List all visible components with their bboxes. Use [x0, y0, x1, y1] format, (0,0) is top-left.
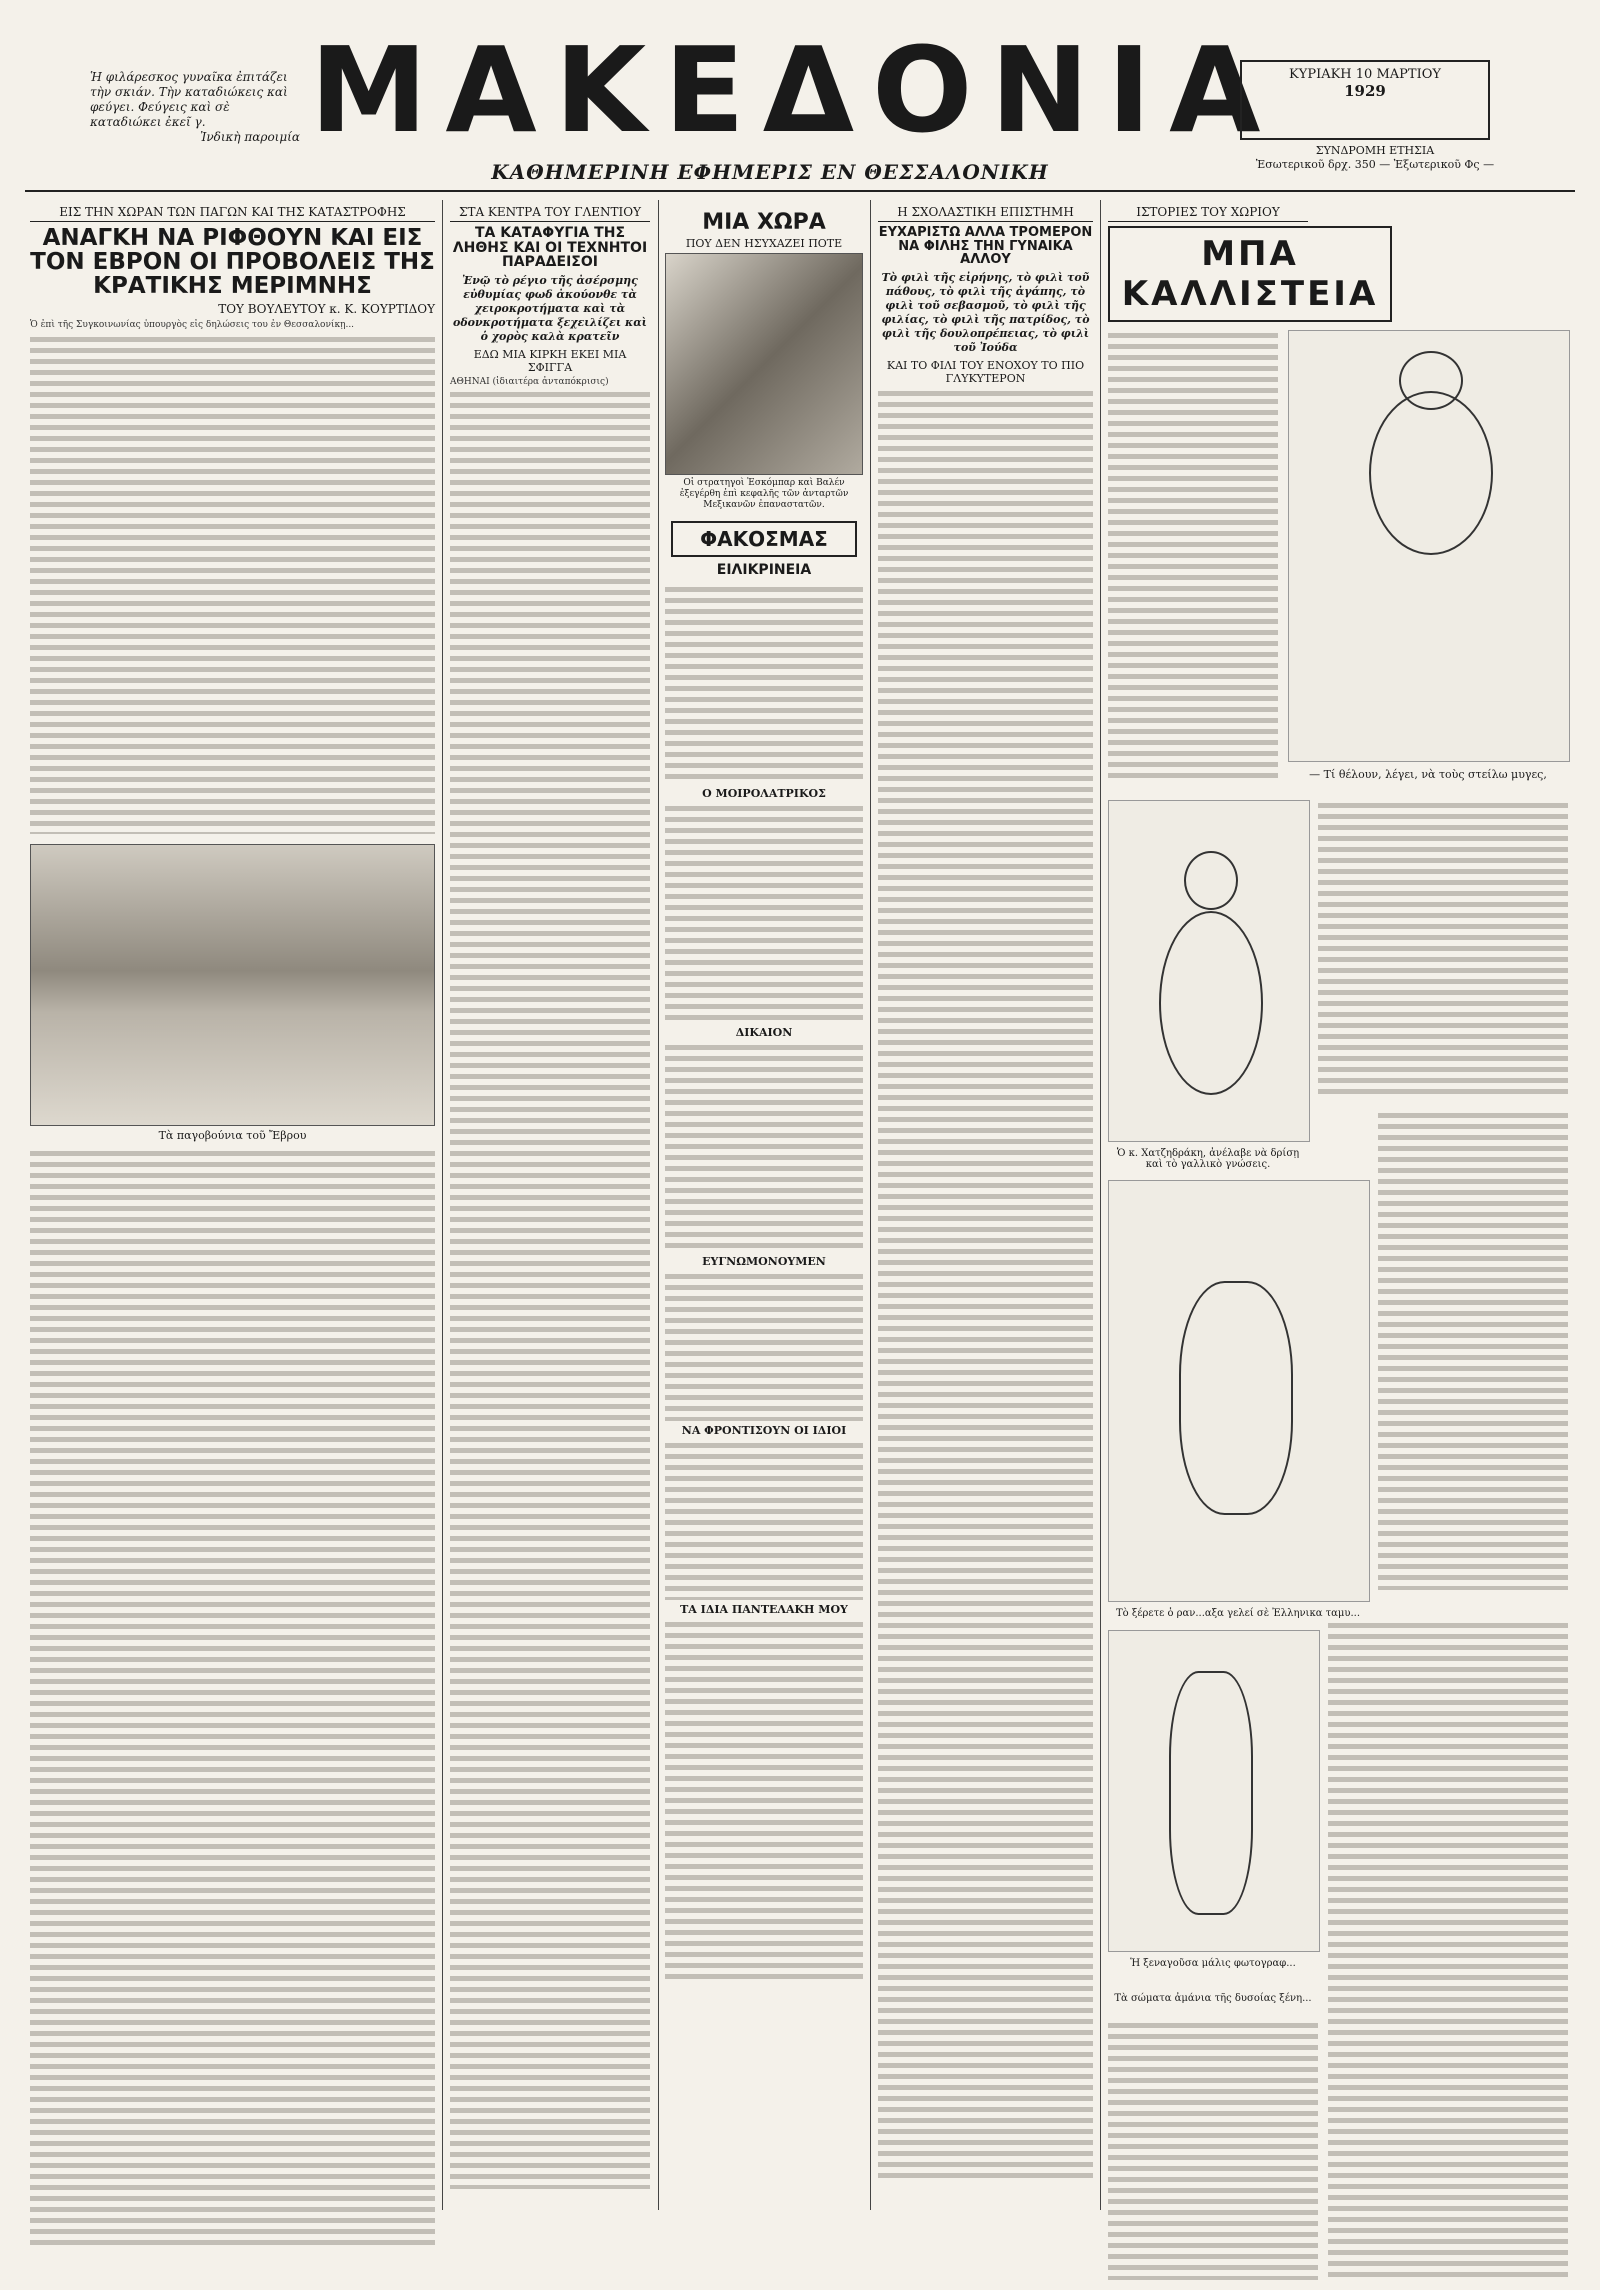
evros-ice-photo — [30, 844, 435, 1126]
cartoon-figure-icon — [1179, 1281, 1293, 1515]
article-kiss — [878, 205, 1093, 2178]
cartoon-man-with-rooster — [1108, 1180, 1370, 1602]
subscription-info — [1230, 144, 1520, 172]
column-subsection: ΕΥΓΝΩΜΟΝΟΥΜΕΝ — [702, 1254, 826, 1268]
article-kicker: ΙΣΤΟΡΙΕΣ ΤΟΥ ΧΩΡΙΟΥ — [1108, 205, 1308, 222]
cartoon-dress-icon — [1159, 911, 1263, 1095]
article-subhead: Ἐνῷ τὸ ρέγιο τῆς ἀσέρσμης εὐθυμίας φωδ ἀκούονθε τὰ χειροκροτήματα καὶ τὰ οδονκροτήματα ξεχειλίζει καὶ ὁ χορὸς καλὰ κρατεῖν — [452, 274, 648, 344]
column-divider — [870, 200, 871, 2210]
year: 1929 — [1344, 82, 1386, 100]
article-deck: ΚΑΙ ΤΟ ΦΙΛΙ ΤΟΥ ΕΝΟΧΟΥ ΤΟ ΠΙΟ ΓΛΥΚΥΤΕΡΟΝ — [886, 358, 1085, 385]
column-subsection: Ο ΜΟΙΡΟΛΑΤΡΙΚΟΣ — [702, 786, 826, 800]
cartoon-head-icon — [1399, 351, 1463, 410]
column-divider — [1100, 200, 1101, 2210]
date-line: ΚΥΡΙΑΚΗ 10 ΜΑΡΤΙΟΥ — [1289, 67, 1441, 82]
column-subsection: ΝΑ ΦΡΟΝΤΙΣΟΥΝ ΟΙ ΙΔΙΟΙ — [681, 1423, 847, 1437]
article-body — [1318, 800, 1568, 1100]
article-kicker: ΕΙΣ ΤΗΝ ΧΩΡΑΝ ΤΩΝ ΠΑΓΩΝ ΚΑΙ ΤΗΣ ΚΑΤΑΣΤΡΟΦΗΣ — [30, 205, 435, 222]
article-kicker: ΣΤΑ ΚΕΝΤΡΑ ΤΟΥ ΓΛΕΝΤΙΟΥ — [450, 205, 650, 222]
cartoon-caption: Τὸ ξέρετε ὁ ραν...αξα γελεί σὲ Ἐλληνικα ταμυ... — [1115, 1608, 1361, 1619]
column-section-title: ΦΑΚΟΣΜΑΣ — [671, 521, 857, 557]
column-article-title: ΕΙΛΙΚΡΙΝΕΙΑ — [716, 562, 812, 579]
epigraph-text: Ἡ φιλάρεσκος γυναῖκα ἐπιτάζει τὴν σκιάν. Τὴν καταδιώκεις καὶ φεύγει. Φεύγεις καὶ σὲ καταδιώκει ἐκεῖ γ. — [90, 70, 288, 129]
column-body — [665, 1042, 863, 1252]
column-divider — [442, 200, 443, 2210]
article-frozen-evros — [30, 205, 435, 2248]
cartoon-caption: Ἡ ξεναγοῦσα μάλις φωτογραφ... — [1130, 1958, 1296, 1969]
article-byline: ΤΟΥ ΒΟΥΛΕΥΤΟΥ κ. Κ. ΚΟΥΡΤΙΔΟΥ — [218, 302, 435, 317]
article-body — [450, 389, 650, 2189]
photo-caption: Οἱ στρατηγοὶ Ἐσκόμπαρ καὶ Βαλέν ἐξεγέρθη ἐπὶ κεφαλῆς τῶν ἀνταρτῶν Μεξικανῶν ἐπαναστατῶν. — [679, 478, 849, 511]
subscription-label: ΣΥΝΔΡΟΜΗ ΕΤΗΣΙΑ — [1315, 144, 1435, 157]
article-village-stories — [1108, 205, 1573, 2290]
article-deck: ΕΔΩ ΜΙΑ ΚΙΡΚΗ ΕΚΕΙ ΜΙΑ ΣΦΙΓΓΑ — [473, 348, 627, 375]
article-body — [878, 388, 1093, 2178]
epigraph — [90, 70, 300, 145]
article-headline: ΕΥΧΑΡΙΣΤΩ ΑΛΛΑ ΤΡΟΜΕΡΟΝ ΝΑ ΦΙΛΗΣ ΤΗΝ ΓΥΝΑΙΚΑ ΑΛΛΟΥ — [878, 225, 1093, 268]
column-body — [665, 1619, 863, 1979]
article-headline: ΜΠΑ ΚΑΛΛΙΣΤΕΙΑ — [1108, 226, 1392, 322]
article-body — [1378, 1110, 1568, 1590]
cartoon-caption: Τὰ σώματα ἀμάνια τῆς δυσοίας ξένη... — [1114, 1993, 1312, 2004]
article-body-continued — [30, 1148, 435, 2248]
generals-photo — [665, 253, 863, 475]
subscription-rates: Ἐσωτερικοῦ δρχ. 350 — Ἐξωτερικοῦ Φς — — [1255, 158, 1495, 171]
article-headline: ΤΑ ΚΑΤΑΦΥΓΙΑ ΤΗΣ ΛΗΘΗΣ ΚΑΙ ΟΙ ΤΕΧΝΗΤΟΙ ΠΑΡΑΔΕΙΣΟΙ — [452, 225, 648, 271]
cartoon-gentleman — [1108, 1630, 1320, 1952]
article-body — [1108, 330, 1278, 780]
article-mexico-and-column — [665, 205, 863, 1979]
article-kicker: Η ΣΧΟΛΑΣΤΙΚΗ ΕΠΙΣΤΗΜΗ — [878, 205, 1093, 222]
cartoon-caption: Ὁ κ. Χατζηδράκη, ἀνέλαβε νὰ δρίσῃ καὶ τὸ γαλλικὸ γνώσεις. — [1116, 1148, 1300, 1170]
column-subsection: ΤΑ ΙΔΙΑ ΠΑΝΤΕΛΑΚΗ ΜΟΥ — [680, 1602, 848, 1616]
column-divider — [658, 200, 659, 2210]
article-lede: Ὁ ἐπὶ τῆς Συγκοινωνίας ὑπουργὸς εἰς δηλώσεις του ἐν Θεσσαλονίκῃ... — [30, 320, 355, 331]
epigraph-author: Ἰνδικὴ παροιμία — [200, 130, 300, 144]
column-body — [665, 803, 863, 1023]
photo-caption: Τὰ παγοβούνια τοῦ Ἔβρου — [158, 1129, 307, 1143]
article-deck: ΠΟΥ ΔΕΝ ΗΣΥΧΑΖΕΙ ΠΟΤΕ — [685, 237, 843, 251]
column-subsection: ΔΙΚΑΙΟΝ — [735, 1025, 793, 1039]
cartoon-figure-icon — [1169, 1671, 1253, 1915]
cartoon-fat-man — [1288, 330, 1570, 762]
newspaper-subtitle: ΚΑΘΗΜΕΡΙΝΗ ΕΦΗΜΕΡΙΣ ΕΝ ΘΕΣΣΑΛΟΝΙΚΗ — [491, 160, 1049, 184]
cartoon-head-icon — [1184, 851, 1238, 910]
article-subhead: Τὸ φιλὶ τῆς εἰρήνης, τὸ φιλὶ τοῦ πάθους, τὸ φιλὶ τῆς ἀγάπης, τὸ φιλὶ τοῦ σεβασμοῦ, τὸ φιλὶ τῆς φιλίας, τὸ φιλὶ τῆς πατρίδος, τὸ φιλὶ τῆς δουλοπρέπειας, τὸ φιλὶ τοῦ Ἰούδα — [881, 270, 1090, 354]
article-headline: ΜΙΑ ΧΩΡΑ — [702, 210, 826, 235]
newspaper-title: ΜΑΚΕΔΟΝΙΑ — [310, 21, 1279, 159]
article-layout — [1108, 330, 1573, 2290]
article-nightlife — [450, 205, 650, 2189]
cartoon-figure-icon — [1369, 391, 1493, 555]
date-box — [1240, 60, 1490, 140]
article-body — [1328, 1620, 1568, 2280]
article-body — [30, 334, 435, 834]
masthead-rule — [25, 190, 1575, 192]
column-body — [665, 1440, 863, 1600]
column-body — [665, 584, 863, 784]
masthead — [20, 20, 1580, 184]
article-lede: ΑΘΗΝΑΙ (ἰδιαιτέρα ἀνταπόκρισις) — [450, 377, 609, 388]
cartoon-lady — [1108, 800, 1310, 1142]
column-body — [665, 1271, 863, 1421]
article-headline: ΑΝΑΓΚΗ ΝΑ ΡΙΦΘΟΥΝ ΚΑΙ ΕΙΣ ΤΟΝ ΕΒΡΟΝ ΟΙ ΠΡΟΒΟΛΕΙΣ ΤΗΣ ΚΡΑΤΙΚΗΣ ΜΕΡΙΜΝΗΣ — [30, 225, 435, 300]
cartoon-caption: — Τί θέλουν, λέγει, νὰ τοὺς στείλω μυγες, — [1309, 768, 1547, 781]
article-body — [1108, 2020, 1318, 2280]
